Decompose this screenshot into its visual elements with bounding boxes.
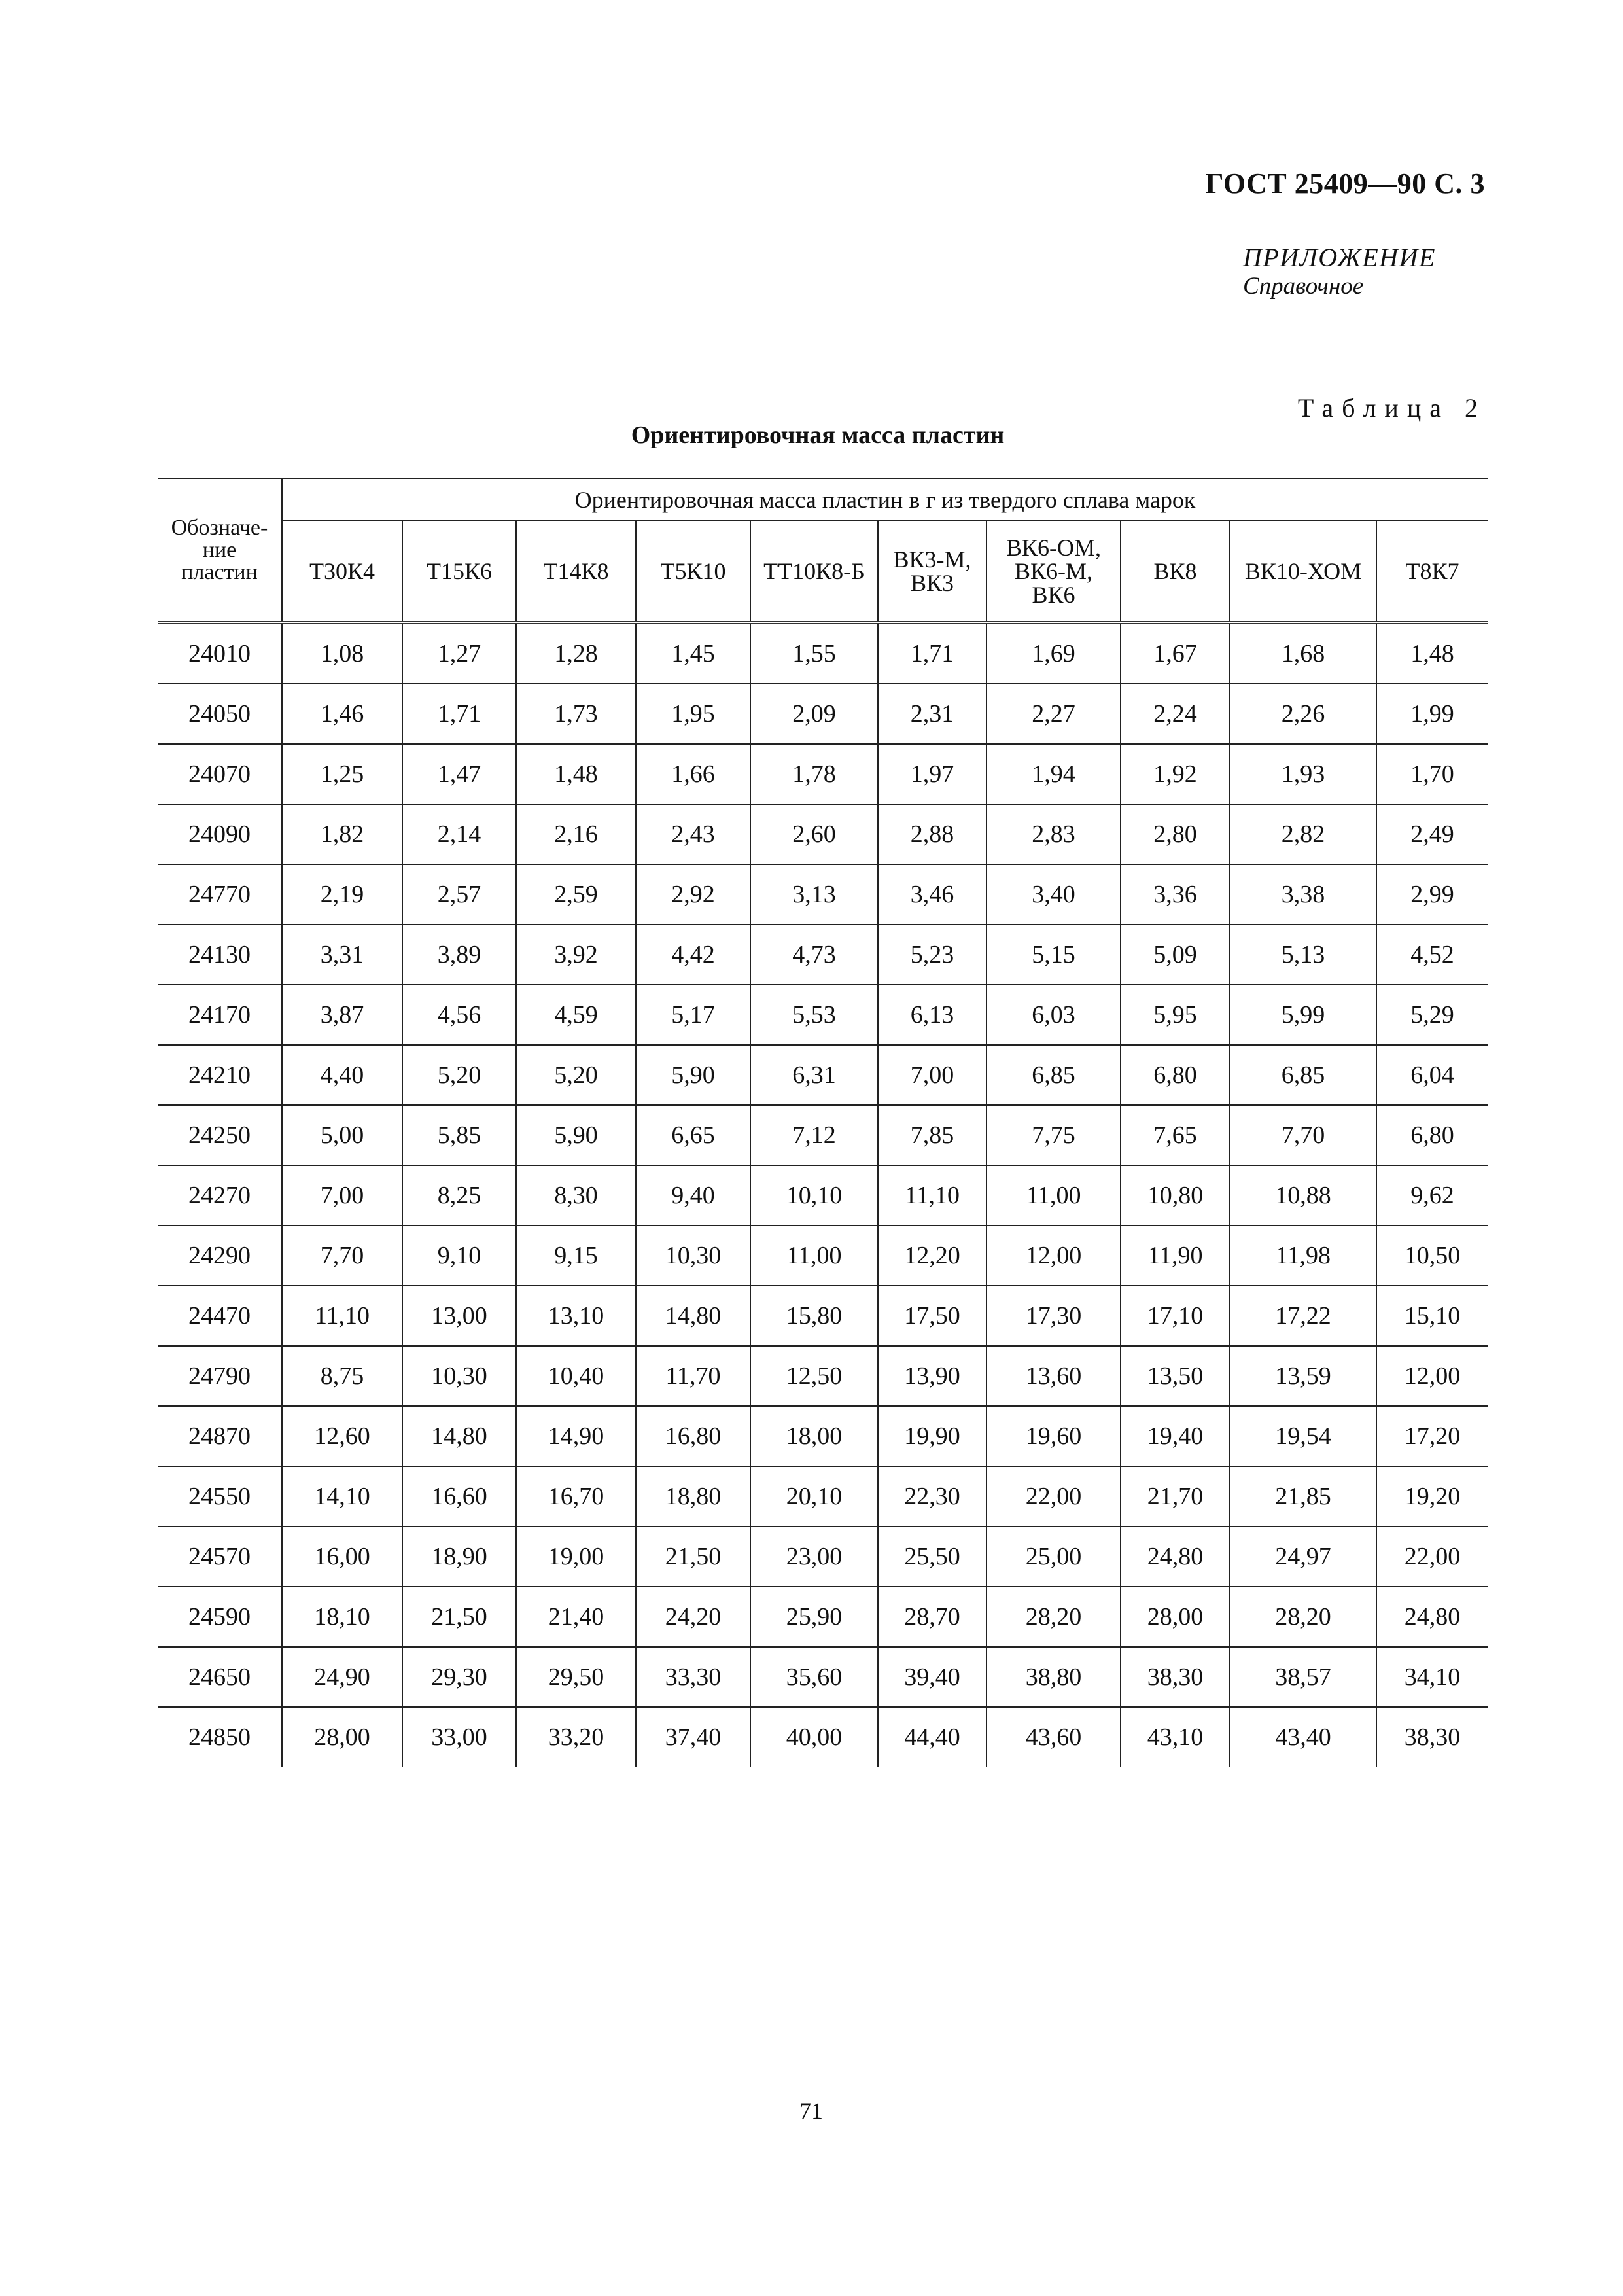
mass-value-cell: 2,92 — [636, 864, 750, 925]
mass-value-cell: 12,00 — [986, 1226, 1121, 1286]
table-row — [158, 1286, 1488, 1346]
mass-value-cell: 7,12 — [750, 1105, 878, 1165]
appendix-title: ПРИЛОЖЕНИЕ — [1243, 243, 1436, 272]
mass-value-cell: 2,80 — [1121, 804, 1230, 864]
mass-value-cell: 28,20 — [986, 1587, 1121, 1647]
appendix-block — [1243, 243, 1505, 301]
mass-value-cell: 9,62 — [1376, 1165, 1488, 1226]
mass-value-cell: 40,00 — [750, 1707, 878, 1767]
table-row — [158, 1165, 1488, 1226]
mass-value-cell: 7,70 — [282, 1226, 402, 1286]
mass-value-cell: 1,97 — [878, 744, 986, 804]
mass-value-cell: 10,80 — [1121, 1165, 1230, 1226]
mass-value-cell: 3,13 — [750, 864, 878, 925]
mass-value-cell: 12,50 — [750, 1346, 878, 1406]
mass-value-cell: 24,20 — [636, 1587, 750, 1647]
mass-value-cell: 2,60 — [750, 804, 878, 864]
mass-value-cell: 3,89 — [402, 925, 516, 985]
mass-value-cell: 1,46 — [282, 684, 402, 744]
mass-value-cell: 11,10 — [878, 1165, 986, 1226]
plate-designation-cell: 24850 — [188, 1723, 251, 1751]
mass-value-cell: 34,10 — [1376, 1647, 1488, 1707]
mass-value-cell: 13,10 — [516, 1286, 636, 1346]
mass-value-cell: 6,31 — [750, 1045, 878, 1105]
table-row — [158, 1707, 1488, 1767]
designation-column-header — [158, 478, 282, 623]
mass-value-cell: 5,90 — [516, 1105, 636, 1165]
mass-value-cell: 12,00 — [1376, 1346, 1488, 1406]
mass-value-cell: 17,50 — [878, 1286, 986, 1346]
mass-value-cell: 1,82 — [282, 804, 402, 864]
alloy-column-header: ВК3-М, ВК3 — [878, 521, 986, 623]
mass-value-cell: 21,85 — [1230, 1466, 1376, 1527]
mass-value-cell: 12,60 — [282, 1406, 402, 1466]
mass-value-cell: 21,50 — [402, 1587, 516, 1647]
mass-value-cell: 11,00 — [986, 1165, 1121, 1226]
mass-value-cell: 6,04 — [1376, 1045, 1488, 1105]
table-title: Ориентировочная масса пластин — [631, 421, 1005, 449]
plate-designation-cell: 24590 — [158, 1587, 282, 1647]
mass-value-cell: 3,40 — [986, 864, 1121, 925]
mass-value-cell: 3,38 — [1230, 864, 1376, 925]
mass-value-cell: 28,00 — [1121, 1587, 1230, 1647]
appendix-type: Справочное — [1243, 273, 1364, 300]
mass-value-cell: 1,99 — [1376, 684, 1488, 744]
mass-value-cell: 5,17 — [636, 985, 750, 1045]
mass-value-cell: 9,10 — [402, 1226, 516, 1286]
mass-value-cell: 1,27 — [402, 623, 516, 684]
mass-value-cell: 18,90 — [402, 1527, 516, 1587]
mass-value-cell: 13,90 — [878, 1346, 986, 1406]
mass-value-cell: 10,30 — [636, 1226, 750, 1286]
mass-value-cell: 5,00 — [282, 1105, 402, 1165]
mass-value-cell: 1,67 — [1121, 623, 1230, 684]
plate-designation-cell: 24210 — [158, 1045, 282, 1105]
mass-value-cell: 21,40 — [516, 1587, 636, 1647]
mass-value-cell: 1,73 — [516, 684, 636, 744]
mass-value-cell: 1,92 — [1121, 744, 1230, 804]
mass-value-cell: 5,13 — [1230, 925, 1376, 985]
alloy-column-header: Т8К7 — [1376, 521, 1488, 623]
mass-value-cell: 1,93 — [1230, 744, 1376, 804]
mass-value-cell: 5,90 — [636, 1045, 750, 1105]
mass-value-cell: 1,71 — [878, 623, 986, 684]
mass-value-cell: 6,65 — [636, 1105, 750, 1165]
mass-value-cell: 3,31 — [282, 925, 402, 985]
mass-value-cell: 12,20 — [878, 1226, 986, 1286]
mass-value-cell: 17,20 — [1376, 1406, 1488, 1466]
mass-value-cell: 4,59 — [516, 985, 636, 1045]
plate-designation-cell: 24790 — [158, 1346, 282, 1406]
mass-value-cell: 2,27 — [986, 684, 1121, 744]
plate-designation-cell: 24130 — [158, 925, 282, 985]
mass-value-cell: 22,00 — [1376, 1527, 1488, 1587]
mass-value-cell: 1,25 — [282, 744, 402, 804]
mass-value-cell: 15,80 — [750, 1286, 878, 1346]
mass-value-cell: 6,85 — [1230, 1045, 1376, 1105]
mass-value-cell: 7,70 — [1230, 1105, 1376, 1165]
mass-value-cell: 37,40 — [636, 1707, 750, 1767]
alloy-group-header: Ориентировочная масса пластин в г из твердого сплава марок — [282, 478, 1488, 521]
mass-value-cell: 20,10 — [750, 1466, 878, 1527]
table-body — [158, 623, 1488, 1767]
mass-value-cell: 2,57 — [402, 864, 516, 925]
mass-value-cell: 18,00 — [750, 1406, 878, 1466]
designation-header-text: Обозначе- ние пластин — [171, 515, 268, 584]
mass-value-cell: 10,88 — [1230, 1165, 1376, 1226]
mass-value-cell: 4,40 — [282, 1045, 402, 1105]
mass-value-cell: 1,71 — [402, 684, 516, 744]
mass-value-cell: 33,30 — [636, 1647, 750, 1707]
mass-value-cell: 38,57 — [1230, 1647, 1376, 1707]
plate-designation-cell: 24870 — [158, 1406, 282, 1466]
mass-value-cell: 24,97 — [1230, 1527, 1376, 1587]
mass-value-cell: 19,00 — [516, 1527, 636, 1587]
mass-value-cell: 24,80 — [1121, 1527, 1230, 1587]
mass-value-cell: 2,82 — [1230, 804, 1376, 864]
plate-designation-cell: 24050 — [158, 684, 282, 744]
mass-value-cell: 14,90 — [516, 1406, 636, 1466]
table-row — [158, 1466, 1488, 1527]
table-row — [158, 1527, 1488, 1587]
mass-value-cell: 25,50 — [878, 1527, 986, 1587]
mass-value-cell: 1,28 — [516, 623, 636, 684]
mass-value-cell: 5,23 — [878, 925, 986, 985]
mass-value-cell: 16,70 — [516, 1466, 636, 1527]
mass-value-cell: 19,20 — [1376, 1466, 1488, 1527]
mass-value-cell: 23,00 — [750, 1527, 878, 1587]
alloy-column-header: Т5К10 — [636, 521, 750, 623]
mass-value-cell: 18,10 — [282, 1587, 402, 1647]
mass-value-cell: 25,00 — [986, 1527, 1121, 1587]
mass-value-cell: 33,00 — [402, 1707, 516, 1767]
mass-value-cell: 5,20 — [516, 1045, 636, 1105]
mass-value-cell: 2,83 — [986, 804, 1121, 864]
plate-designation-cell: 24550 — [158, 1466, 282, 1527]
mass-value-cell: 5,09 — [1121, 925, 1230, 985]
table-row — [158, 744, 1488, 804]
mass-value-cell: 28,20 — [1230, 1587, 1376, 1647]
mass-value-cell: 8,25 — [402, 1165, 516, 1226]
mass-value-cell: 9,40 — [636, 1165, 750, 1226]
plate-designation-cell: 24570 — [158, 1527, 282, 1587]
mass-value-cell: 29,50 — [516, 1647, 636, 1707]
alloy-column-header: ВК6-ОМ, ВК6-М, ВК6 — [986, 521, 1121, 623]
mass-value-cell: 1,08 — [282, 623, 402, 684]
table-row — [158, 623, 1488, 684]
mass-value-cell: 15,10 — [1376, 1286, 1488, 1346]
table-row — [158, 864, 1488, 925]
mass-value-cell: 2,31 — [878, 684, 986, 744]
page-number: 71 — [799, 2098, 823, 2124]
table-row — [158, 1045, 1488, 1105]
plate-designation-cell: 24270 — [158, 1165, 282, 1226]
table-number-label: Таблица 2 — [1297, 393, 1486, 423]
mass-value-cell: 5,20 — [402, 1045, 516, 1105]
table-row — [158, 925, 1488, 985]
mass-value-cell: 24,90 — [282, 1647, 402, 1707]
table-row — [158, 985, 1488, 1045]
mass-value-cell: 14,80 — [636, 1286, 750, 1346]
mass-value-cell: 5,99 — [1230, 985, 1376, 1045]
mass-value-cell: 11,10 — [282, 1286, 402, 1346]
mass-value-cell: 11,98 — [1230, 1226, 1376, 1286]
mass-value-cell: 17,22 — [1230, 1286, 1376, 1346]
mass-value-cell: 16,80 — [636, 1406, 750, 1466]
mass-value-cell: 2,49 — [1376, 804, 1488, 864]
plate-designation-cell: 24010 — [158, 623, 282, 684]
mass-value-cell: 3,92 — [516, 925, 636, 985]
mass-value-cell: 10,40 — [516, 1346, 636, 1406]
mass-value-cell: 16,60 — [402, 1466, 516, 1527]
mass-value-cell: 25,90 — [750, 1587, 878, 1647]
mass-value-cell: 5,95 — [1121, 985, 1230, 1045]
mass-value-cell: 19,90 — [878, 1406, 986, 1466]
mass-value-cell: 13,50 — [1121, 1346, 1230, 1406]
mass-value-cell: 43,60 — [986, 1707, 1121, 1767]
table-row — [158, 1587, 1488, 1647]
mass-value-cell: 38,30 — [1376, 1707, 1488, 1767]
mass-value-cell: 1,94 — [986, 744, 1121, 804]
mass-value-cell: 22,00 — [986, 1466, 1121, 1527]
alloy-column-header: Т15К6 — [402, 521, 516, 623]
mass-value-cell: 5,15 — [986, 925, 1121, 985]
mass-value-cell: 9,15 — [516, 1226, 636, 1286]
mass-value-cell: 21,70 — [1121, 1466, 1230, 1527]
mass-value-cell: 2,88 — [878, 804, 986, 864]
mass-value-cell: 7,00 — [878, 1045, 986, 1105]
mass-value-cell: 4,73 — [750, 925, 878, 985]
mass-value-cell: 21,50 — [636, 1527, 750, 1587]
mass-value-cell: 2,43 — [636, 804, 750, 864]
mass-value-cell: 2,59 — [516, 864, 636, 925]
mass-value-cell: 2,14 — [402, 804, 516, 864]
plate-mass-table — [158, 478, 1488, 1767]
mass-value-cell: 43,10 — [1121, 1707, 1230, 1767]
mass-value-cell: 18,80 — [636, 1466, 750, 1527]
mass-value-cell: 1,70 — [1376, 744, 1488, 804]
mass-value-cell: 6,85 — [986, 1045, 1121, 1105]
table-row — [158, 1105, 1488, 1165]
plate-designation-cell: 24290 — [158, 1226, 282, 1286]
mass-value-cell: 14,10 — [282, 1466, 402, 1527]
mass-value-cell: 2,26 — [1230, 684, 1376, 744]
mass-value-cell: 16,00 — [282, 1527, 402, 1587]
table-row — [158, 684, 1488, 744]
table-row — [158, 804, 1488, 864]
table-row — [158, 1346, 1488, 1406]
mass-value-cell: 5,53 — [750, 985, 878, 1045]
mass-value-cell: 3,87 — [282, 985, 402, 1045]
mass-value-cell: 43,40 — [1230, 1707, 1376, 1767]
mass-value-cell: 8,30 — [516, 1165, 636, 1226]
table-row — [158, 1226, 1488, 1286]
mass-value-cell: 4,42 — [636, 925, 750, 985]
mass-value-cell: 8,75 — [282, 1346, 402, 1406]
alloy-column-header-row — [158, 521, 1488, 623]
mass-value-cell: 4,56 — [402, 985, 516, 1045]
mass-value-cell: 17,10 — [1121, 1286, 1230, 1346]
mass-value-cell: 1,55 — [750, 623, 878, 684]
mass-value-cell: 29,30 — [402, 1647, 516, 1707]
mass-value-cell: 1,48 — [516, 744, 636, 804]
mass-value-cell: 1,66 — [636, 744, 750, 804]
mass-value-cell: 1,95 — [636, 684, 750, 744]
mass-value-cell: 10,10 — [750, 1165, 878, 1226]
plate-designation-cell: 24250 — [158, 1105, 282, 1165]
mass-value-cell: 1,69 — [986, 623, 1121, 684]
alloy-column-header: ТТ10К8-Б — [750, 521, 878, 623]
mass-value-cell: 7,65 — [1121, 1105, 1230, 1165]
mass-value-cell: 6,03 — [986, 985, 1121, 1045]
mass-value-cell: 24,80 — [1376, 1587, 1488, 1647]
mass-value-cell: 2,99 — [1376, 864, 1488, 925]
document-reference: ГОСТ 25409—90 С. 3 — [1205, 168, 1485, 200]
mass-value-cell: 17,30 — [986, 1286, 1121, 1346]
plate-designation-cell: 24770 — [158, 864, 282, 925]
mass-value-cell: 7,85 — [878, 1105, 986, 1165]
table-row — [158, 1406, 1488, 1466]
mass-value-cell: 1,78 — [750, 744, 878, 804]
mass-value-cell: 19,60 — [986, 1406, 1121, 1466]
mass-value-cell: 1,48 — [1376, 623, 1488, 684]
mass-value-cell: 10,50 — [1376, 1226, 1488, 1286]
mass-value-cell: 5,85 — [402, 1105, 516, 1165]
mass-value-cell: 2,16 — [516, 804, 636, 864]
mass-value-cell: 2,19 — [282, 864, 402, 925]
alloy-column-header: Т14К8 — [516, 521, 636, 623]
mass-value-cell: 39,40 — [878, 1647, 986, 1707]
mass-value-cell: 28,00 — [282, 1707, 402, 1767]
table-row — [158, 1647, 1488, 1707]
mass-value-cell: 5,29 — [1376, 985, 1488, 1045]
mass-value-cell: 3,36 — [1121, 864, 1230, 925]
plate-designation-cell: 24650 — [158, 1647, 282, 1707]
mass-value-cell: 44,40 — [878, 1707, 986, 1767]
mass-value-cell: 6,80 — [1376, 1105, 1488, 1165]
alloy-column-header: ВК8 — [1121, 521, 1230, 623]
mass-value-cell: 35,60 — [750, 1647, 878, 1707]
mass-value-cell: 19,40 — [1121, 1406, 1230, 1466]
mass-value-cell: 38,30 — [1121, 1647, 1230, 1707]
mass-value-cell: 13,00 — [402, 1286, 516, 1346]
plate-designation-cell: 24470 — [158, 1286, 282, 1346]
mass-value-cell: 14,80 — [402, 1406, 516, 1466]
mass-value-cell: 11,00 — [750, 1226, 878, 1286]
mass-value-cell: 13,59 — [1230, 1346, 1376, 1406]
mass-value-cell: 7,00 — [282, 1165, 402, 1226]
mass-value-cell: 6,80 — [1121, 1045, 1230, 1105]
mass-value-cell: 3,46 — [878, 864, 986, 925]
mass-value-cell: 10,30 — [402, 1346, 516, 1406]
alloy-column-header: ВК10-ХОМ — [1230, 521, 1376, 623]
mass-value-cell: 6,13 — [878, 985, 986, 1045]
mass-value-cell: 11,90 — [1121, 1226, 1230, 1286]
alloy-column-header: Т30К4 — [282, 521, 402, 623]
mass-value-cell: 4,52 — [1376, 925, 1488, 985]
plate-designation-cell: 24070 — [158, 744, 282, 804]
plate-designation-cell: 24090 — [158, 804, 282, 864]
mass-value-cell: 28,70 — [878, 1587, 986, 1647]
mass-value-cell: 13,60 — [986, 1346, 1121, 1406]
plate-designation-cell: 24170 — [158, 985, 282, 1045]
mass-value-cell: 19,54 — [1230, 1406, 1376, 1466]
mass-value-cell: 1,45 — [636, 623, 750, 684]
mass-value-cell: 22,30 — [878, 1466, 986, 1527]
mass-value-cell: 11,70 — [636, 1346, 750, 1406]
mass-value-cell: 1,68 — [1230, 623, 1376, 684]
mass-value-cell: 1,47 — [402, 744, 516, 804]
mass-value-cell: 2,24 — [1121, 684, 1230, 744]
mass-value-cell: 7,75 — [986, 1105, 1121, 1165]
mass-value-cell: 38,80 — [986, 1647, 1121, 1707]
mass-value-cell: 2,09 — [750, 684, 878, 744]
mass-value-cell: 33,20 — [516, 1707, 636, 1767]
